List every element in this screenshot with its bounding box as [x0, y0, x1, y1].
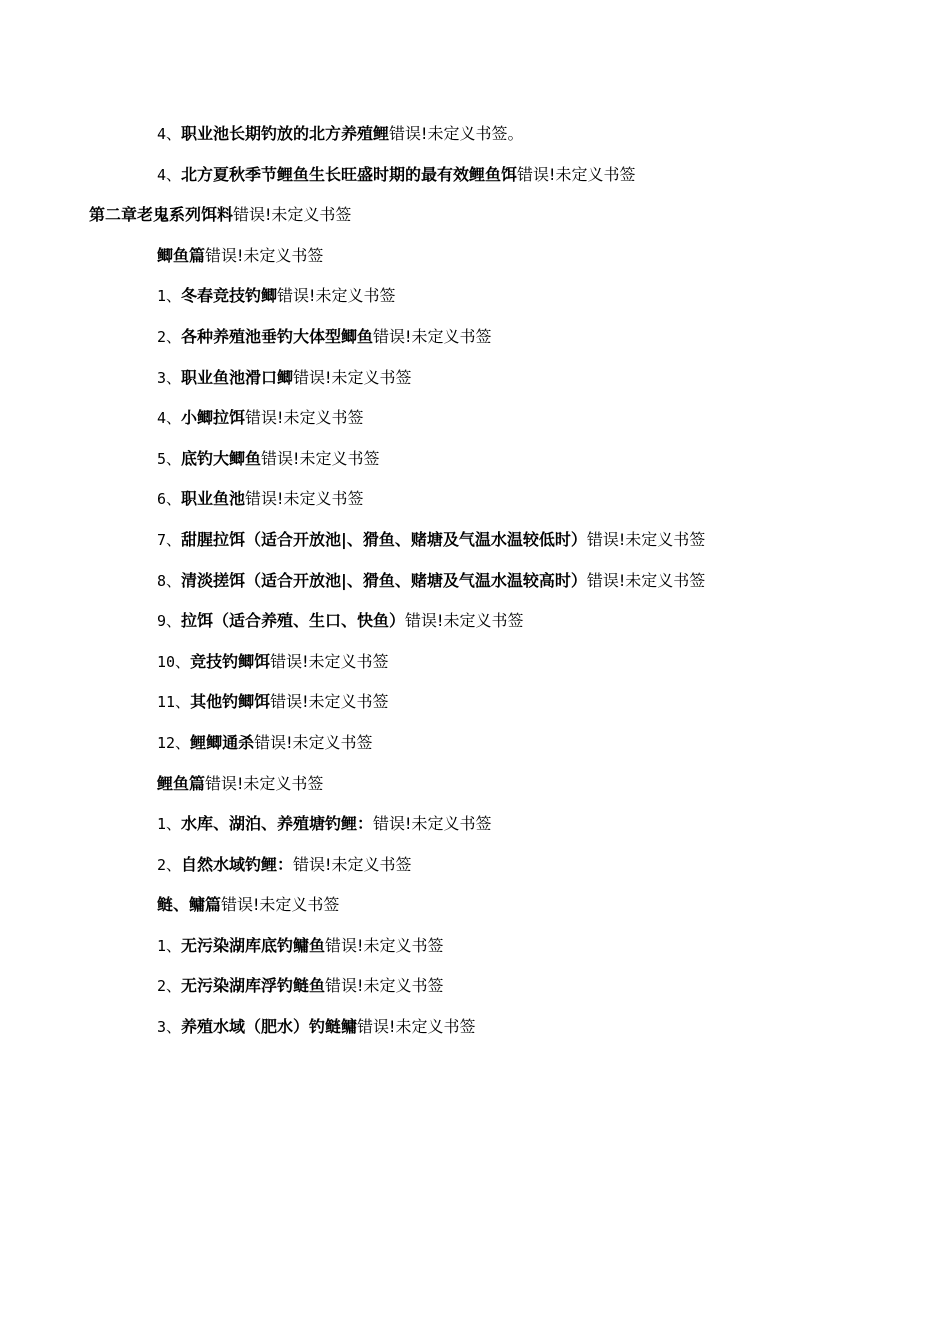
toc-entry-title: 职业池长期钓放的北方养殖鲤 — [181, 124, 390, 143]
toc-entry-title: 北方夏秋季节鲤鱼生长旺盛时期的最有效鲤鱼饵 — [181, 164, 518, 184]
toc-entry-number: 4、 — [157, 409, 182, 428]
toc-entry-number: 10、 — [157, 652, 191, 671]
toc-entry-title: 鲤鲫通杀 — [190, 732, 255, 752]
toc-entry-number: 8、 — [157, 571, 182, 590]
toc-entry-bookmark-error: 错误!未定义书签 — [517, 164, 636, 184]
toc-entry-number: 12、 — [157, 733, 191, 752]
toc-entry-number: 4、 — [157, 125, 182, 143]
toc-entry-bookmark-error: 错误!未定义书签 — [373, 326, 492, 346]
toc-entry-bookmark-error: 错误!未定义书签 — [221, 895, 340, 915]
toc-entry-bookmark-error: 错误!未定义书签 — [233, 205, 352, 225]
toc-entry-number: 1、 — [157, 287, 182, 306]
toc-entry[interactable] — [0, 323, 950, 364]
toc-entry-number: 5、 — [157, 449, 182, 468]
toc-entry-title: 其他钓鲫饵 — [190, 692, 271, 712]
toc-entry[interactable] — [0, 282, 950, 323]
toc-entry[interactable] — [0, 810, 950, 851]
toc-entry[interactable] — [0, 891, 950, 932]
toc-entry[interactable] — [0, 242, 950, 283]
toc-entry-title: 清淡搓饵（适合开放池|、猾鱼、赌塘及气温水温较高时） — [181, 570, 587, 590]
toc-entry[interactable] — [0, 567, 950, 608]
toc-entry-bookmark-error: 错误!未定义书签 — [357, 1017, 476, 1037]
toc-entry-title: 养殖水域（肥水）钓鲢鳙 — [181, 1017, 358, 1037]
toc-entry[interactable] — [0, 1013, 950, 1054]
toc-entry-title: 鲤鱼篇 — [157, 773, 206, 793]
toc-entry[interactable] — [0, 161, 950, 202]
toc-entry-bookmark-error: 错误!未定义书签 — [205, 773, 324, 793]
toc-entry[interactable] — [0, 404, 950, 445]
toc-entry-bookmark-error: 错误!未定义书签 — [277, 286, 396, 306]
toc-entry[interactable] — [0, 688, 950, 729]
toc-entry-title: 底钓大鲫鱼 — [181, 448, 262, 468]
toc-entry-number: 3、 — [157, 368, 182, 387]
toc-entry-title: 水库、湖泊、养殖塘钓鲤： — [181, 814, 374, 834]
toc-entry-title: 无污染湖库底钓鳙鱼 — [181, 935, 326, 955]
toc-entry-bookmark-error: 错误!未定义书签 — [205, 245, 324, 265]
toc-entry[interactable] — [0, 648, 950, 689]
table-of-contents — [0, 120, 950, 1054]
toc-entry-bookmark-error: 错误!未定义书签 — [270, 651, 389, 671]
toc-entry-title: 职业鱼池 — [181, 489, 246, 509]
toc-entry[interactable] — [0, 972, 950, 1013]
toc-entry-number: 2、 — [157, 855, 182, 874]
toc-entry-title: 竞技钓鲫饵 — [190, 651, 271, 671]
toc-entry-title: 鲢、鳙篇 — [157, 895, 222, 915]
toc-entry-bookmark-error: 错误!未定义书签。 — [389, 124, 524, 143]
toc-entry-number: 3、 — [157, 1018, 182, 1037]
toc-entry[interactable] — [0, 526, 950, 567]
toc-entry-title: 自然水域钓鲤： — [181, 854, 294, 874]
toc-entry[interactable] — [0, 485, 950, 526]
toc-entry-number: 4、 — [157, 165, 182, 184]
toc-entry[interactable] — [0, 120, 950, 161]
toc-entry-title: 职业鱼池滑口鲫 — [181, 367, 294, 387]
toc-entry-bookmark-error: 错误!未定义书签 — [373, 814, 492, 834]
toc-entry-bookmark-error: 错误!未定义书签 — [325, 976, 444, 996]
toc-entry-number: 2、 — [157, 327, 182, 346]
toc-entry-number: 7、 — [157, 530, 182, 549]
toc-entry-title: 冬春竞技钓鲫 — [181, 286, 278, 306]
toc-entry-number: 6、 — [157, 490, 182, 509]
toc-entry[interactable] — [0, 851, 950, 892]
toc-entry-title: 甜腥拉饵（适合开放池|、猾鱼、赌塘及气温水温较低时） — [181, 529, 587, 549]
toc-entry-number: 11、 — [157, 693, 191, 712]
toc-entry-bookmark-error: 错误!未定义书签 — [245, 408, 364, 428]
toc-entry-bookmark-error: 错误!未定义书签 — [405, 611, 524, 631]
toc-entry-bookmark-error: 错误!未定义书签 — [245, 489, 364, 509]
toc-entry-number: 1、 — [157, 936, 182, 955]
toc-entry-title: 小鲫拉饵 — [181, 408, 246, 428]
toc-entry-title: 拉饵（适合养殖、生口、快鱼） — [181, 611, 406, 631]
toc-entry-title: 鲫鱼篇 — [157, 245, 206, 265]
toc-entry[interactable] — [0, 364, 950, 405]
toc-entry-bookmark-error: 错误!未定义书签 — [270, 692, 389, 712]
toc-entry-title: 各种养殖池垂钓大体型鲫鱼 — [181, 326, 374, 346]
toc-entry[interactable] — [0, 770, 950, 811]
toc-entry[interactable] — [0, 445, 950, 486]
toc-entry-bookmark-error: 错误!未定义书签 — [261, 448, 380, 468]
toc-entry-bookmark-error: 错误!未定义书签 — [254, 732, 373, 752]
toc-entry[interactable] — [0, 932, 950, 973]
toc-entry[interactable] — [0, 607, 950, 648]
toc-entry-number: 9、 — [157, 612, 182, 631]
toc-entry-bookmark-error: 错误!未定义书签 — [586, 529, 706, 549]
toc-entry-bookmark-error: 错误!未定义书签 — [293, 854, 412, 874]
toc-entry[interactable] — [0, 729, 950, 770]
toc-chapter-entry[interactable] — [0, 201, 950, 242]
toc-entry-title: 无污染湖库浮钓鲢鱼 — [181, 976, 326, 996]
toc-entry-bookmark-error: 错误!未定义书签 — [586, 570, 706, 590]
toc-entry-number: 1、 — [157, 815, 182, 834]
toc-entry-bookmark-error: 错误!未定义书签 — [325, 935, 444, 955]
toc-entry-title: 第二章老鬼系列饵料 — [89, 205, 234, 225]
toc-entry-bookmark-error: 错误!未定义书签 — [293, 367, 412, 387]
toc-entry-number: 2、 — [157, 977, 182, 996]
